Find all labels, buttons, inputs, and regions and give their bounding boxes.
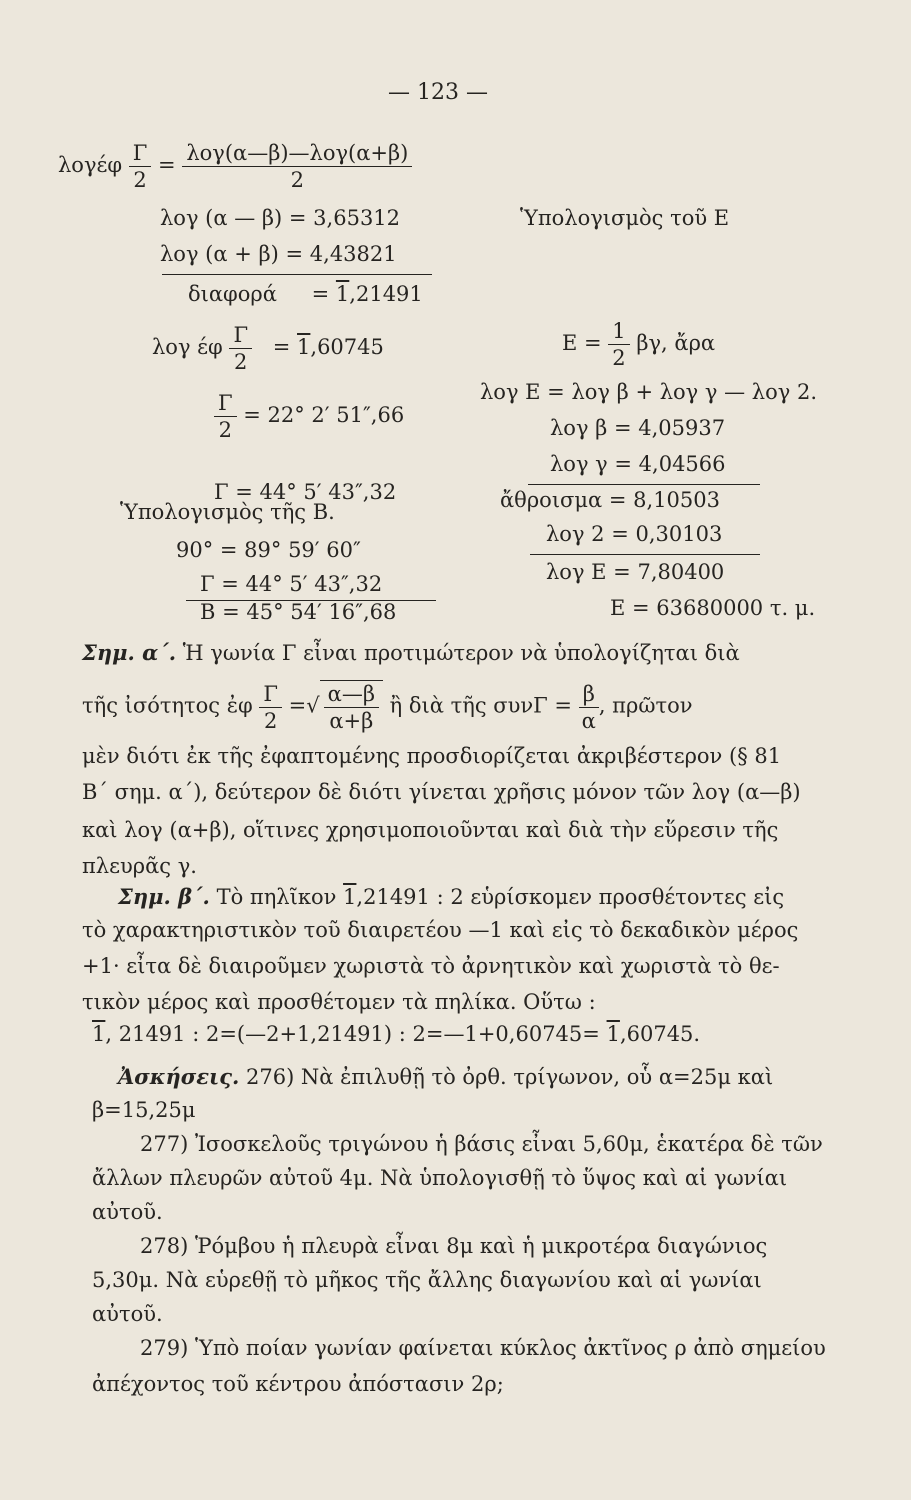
exercise-279b: ἀπέχοντος τοῦ κέντρου ἀπόστασιν 2ρ; — [92, 1372, 504, 1396]
log-2: λογ 2 = 0,30103 — [546, 522, 723, 546]
gamma-value: Γ = 44° 5′ 43″,32 — [214, 480, 397, 504]
athroisma: ἄθροισμα = 8,10503 — [500, 488, 720, 512]
note-b-line1: Σημ. β΄. Τὸ πηλῖκον 1,21491 : 2 εὑρίσκομεν προσθέτοντες εἰς — [118, 884, 785, 909]
note-a-line3: μὲν διότι ἐκ τῆς ἐφαπτομένης προσδιορίζεται ἀκριβέστερον (§ 81 — [82, 744, 782, 768]
log-a-plus-b: λογ (α + β) = 4,43821 — [160, 242, 397, 266]
calc-E-title: Ὑπολογισμὸς τοῦ Ε — [520, 206, 730, 230]
log-a-minus-b: λογ (α — β) = 3,65312 — [160, 206, 401, 230]
note-b-equation: 1, 21491 : 2=(—2+1,21491) : 2=—1+0,60745= 1,60745. — [92, 1022, 701, 1046]
formula-rhs-fraction: $\frac{\text{λογ(α—β)—λογ(α+β)}}{2}$ — [182, 140, 412, 193]
sum-rule-1 — [162, 274, 432, 275]
note-a-line2: τῆς ἰσότητος ἐφ $\frac{\Gamma}{2}$ =√ $\frac{\alpha—\beta}{\alpha+\beta}$ ἢ διὰ τῆς συνΓ = $\frac{\beta}{\alpha}$ , πρῶτον — [82, 681, 693, 733]
exercise-278c: αὐτοῦ. — [92, 1302, 163, 1326]
page-number: — 123 — — [388, 80, 488, 105]
note-a-line5: καὶ λογ (α+β), οἵτινες χρησιμοποιοῦνται καὶ διὰ τὴν εὕρεσιν τῆς — [82, 818, 779, 842]
log-b: λογ β = 4,05937 — [550, 416, 726, 440]
exercise-278b: 5,30μ. Νὰ εὑρεθῇ τὸ μῆκος τῆς ἄλλης διαγωνίου καὶ αἱ γωνίαι — [92, 1268, 762, 1292]
formula-lhs: λογέφ — [58, 153, 123, 177]
half-gamma-line: $\frac{\Gamma}{2}$ = 22° 2′ 51″,66 — [214, 390, 404, 443]
note-a-line4: Β΄ σημ. α΄), δεύτερον δὲ διότι γίνεται χρῆσις μόνον τῶν λογ (α—β) — [82, 780, 801, 804]
line-B: Β = 45° 54′ 16″,68 — [200, 600, 397, 624]
log-c: λογ γ = 4,04566 — [550, 452, 726, 476]
exercises-276b: β=15,25μ — [92, 1098, 196, 1122]
line-gamma: Γ = 44° 5′ 43″,32 — [200, 572, 383, 596]
exercise-277: 277) Ἰσοσκελοῦς τριγώνου ἡ βάσις εἶναι 5,60μ, ἑκατέρα δὲ τῶν — [140, 1132, 823, 1156]
exercises-276: Ἀσκήσεις. 276) Νὰ ἐπιλυθῇ τὸ ὀρθ. τρίγωνον, οὗ α=25μ καὶ — [118, 1064, 774, 1089]
log-ef-line: λογ έφ $\frac{\Gamma}{2}$ = 1,60745 — [152, 323, 384, 374]
formula-logef-gamma: λογέφ $\frac{\Gamma}{2}$ = $\frac{\text{λογ(α—β)—λογ(α+β)}}{2}$ — [58, 140, 412, 193]
line-90: 90° = 89° 59′ 60″ — [176, 538, 361, 562]
note-b-line2: τὸ χαρακτηριστικὸν τοῦ διαιρετέου —1 καὶ εἰς τὸ δεκαδικὸν μέρος — [82, 918, 799, 942]
exercise-277b: ἄλλων πλευρῶν αὐτοῦ 4μ. Νὰ ὑπολογισθῇ τὸ ὕψος καὶ αἱ γωνίαι — [92, 1166, 788, 1190]
exercise-277c: αὐτοῦ. — [92, 1200, 163, 1224]
formula-frac-gamma-half: $\frac{\Gamma}{2}$ — [129, 140, 152, 193]
note-b-line4: τικὸν μέρος καὶ προσθέτομεν τὰ πηλίκα. Οὕτω : — [82, 990, 596, 1014]
log-E: λογ Ε = 7,80400 — [546, 560, 725, 584]
note-a-line1: Σημ. α΄. Ἡ γωνία Γ εἶναι προτιμώτερον νὰ ὑπολογίζηται διὰ — [82, 640, 740, 665]
diafora-line: διαφορά = 1,21491 — [188, 282, 423, 306]
logE-formula: λογ Ε = λογ β + λογ γ — λογ 2. — [480, 380, 818, 404]
E-value: Ε = 63680000 τ. μ. — [610, 596, 816, 620]
exercise-279: 279) Ὑπὸ ποίαν γωνίαν φαίνεται κύκλος ἀκτῖνος ρ ἀπὸ σημείου — [140, 1336, 826, 1360]
note-b-line3: +1· εἶτα δὲ διαιροῦμεν χωριστὰ τὸ ἀρνητικὸν καὶ χωριστὰ τὸ θε- — [82, 954, 780, 978]
sum-rule-3 — [528, 484, 760, 485]
exercise-278: 278) Ῥόμβου ἡ πλευρὰ εἶναι 8μ καὶ ἡ μικροτέρα διαγώνιος — [140, 1234, 768, 1258]
note-a-line6: πλευρᾶς γ. — [82, 854, 197, 878]
calc-B-title: Ὑπολογισμὸς τῆς Β. — [120, 500, 335, 524]
E-formula: Ε = $\frac{1}{2}$ βγ, ἄρα — [562, 319, 716, 370]
sum-rule-4 — [530, 554, 760, 555]
